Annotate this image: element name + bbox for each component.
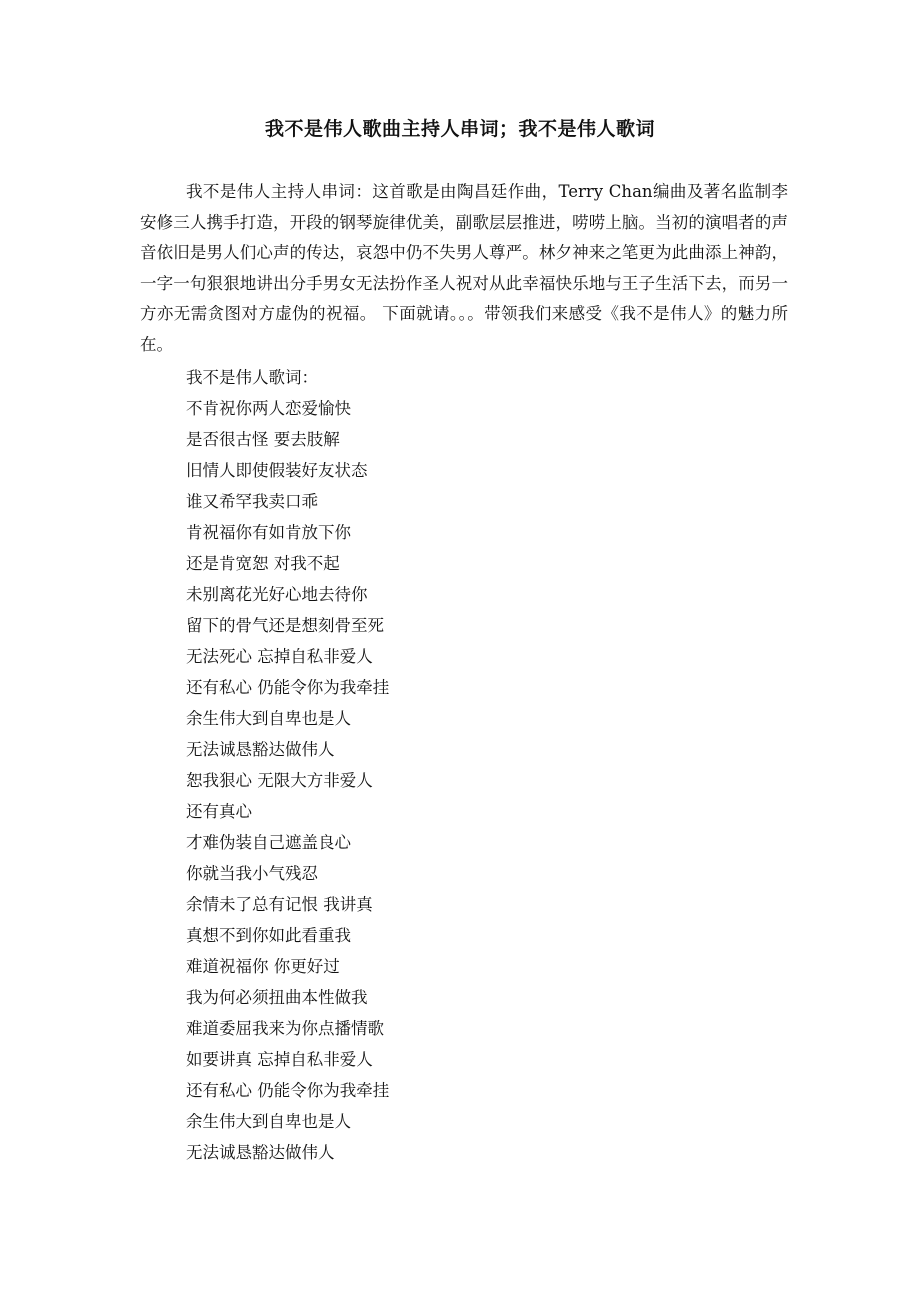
lyric-line: 恕我狠心 无限大方非爱人 [186, 771, 373, 790]
lyric-line: 是否很古怪 要去肢解 [186, 430, 340, 449]
lyric-line: 还是肯宽恕 对我不起 [186, 554, 340, 573]
lyric-line: 我为何必须扭曲本性做我 [186, 988, 368, 1007]
lyric-line: 肯祝福你有如肯放下你 [186, 523, 351, 542]
lyric-line: 如要讲真 忘掉自私非爱人 [186, 1050, 373, 1069]
lyric-line: 才难伪装自己遮盖良心 [186, 833, 351, 852]
lyric-line: 旧情人即使假装好友状态 [186, 461, 368, 480]
lyric-line: 留下的骨气还是想刻骨至死 [186, 616, 384, 635]
lyrics-heading: 我不是伟人歌词： [186, 368, 318, 387]
intro-paragraph: 我不是伟人主持人串词：这首歌是由陶昌廷作曲，Terry Chan编曲及著名监制李安修三人携手打造，开段的钢琴旋律优美，副歌层层推进，唠唠上脑。当初的演唱者的声音依旧是男人们心声的传达，哀怨中仍不失男人尊严。林夕神来之笔更为此曲添上神韵，一字一句狠狠地讲出分手男女无法扮作圣人祝对从此幸福快乐地与王子生活下去，而另一方亦无需贪图对方虚伪的祝福。 下面就请。。。带领我们来感受《我不是伟人》的魅力所在。 [140, 182, 788, 354]
lyric-line: 难道祝福你 你更好过 [186, 957, 340, 976]
document-title: 我不是伟人歌曲主持人串词；我不是伟人歌词 [264, 118, 655, 140]
lyric-line: 无法死心 忘掉自私非爱人 [186, 647, 373, 666]
lyric-line: 余生伟大到自卑也是人 [186, 709, 351, 728]
lyric-line: 难道委屈我来为你点播情歌 [186, 1019, 384, 1038]
lyric-line: 真想不到你如此看重我 [186, 926, 351, 945]
lyric-line: 余生伟大到自卑也是人 [186, 1112, 351, 1131]
lyric-line: 还有私心 仍能令你为我牵挂 [186, 678, 390, 697]
lyric-line: 你就当我小气残忍 [186, 864, 318, 883]
lyric-line: 无法诚恳豁达做伟人 [186, 740, 335, 759]
lyric-line: 还有真心 [186, 802, 252, 821]
lyric-line: 不肯祝你两人恋爱愉快 [186, 399, 351, 418]
lyric-line: 谁又希罕我卖口乖 [186, 492, 318, 511]
lyric-line: 无法诚恳豁达做伟人 [186, 1143, 335, 1162]
lyric-line: 未别离花光好心地去待你 [186, 585, 368, 604]
lyric-line: 还有私心 仍能令你为我牵挂 [186, 1081, 390, 1100]
lyrics-list [186, 362, 786, 1168]
lyric-line: 余情未了总有记恨 我讲真 [186, 895, 373, 914]
